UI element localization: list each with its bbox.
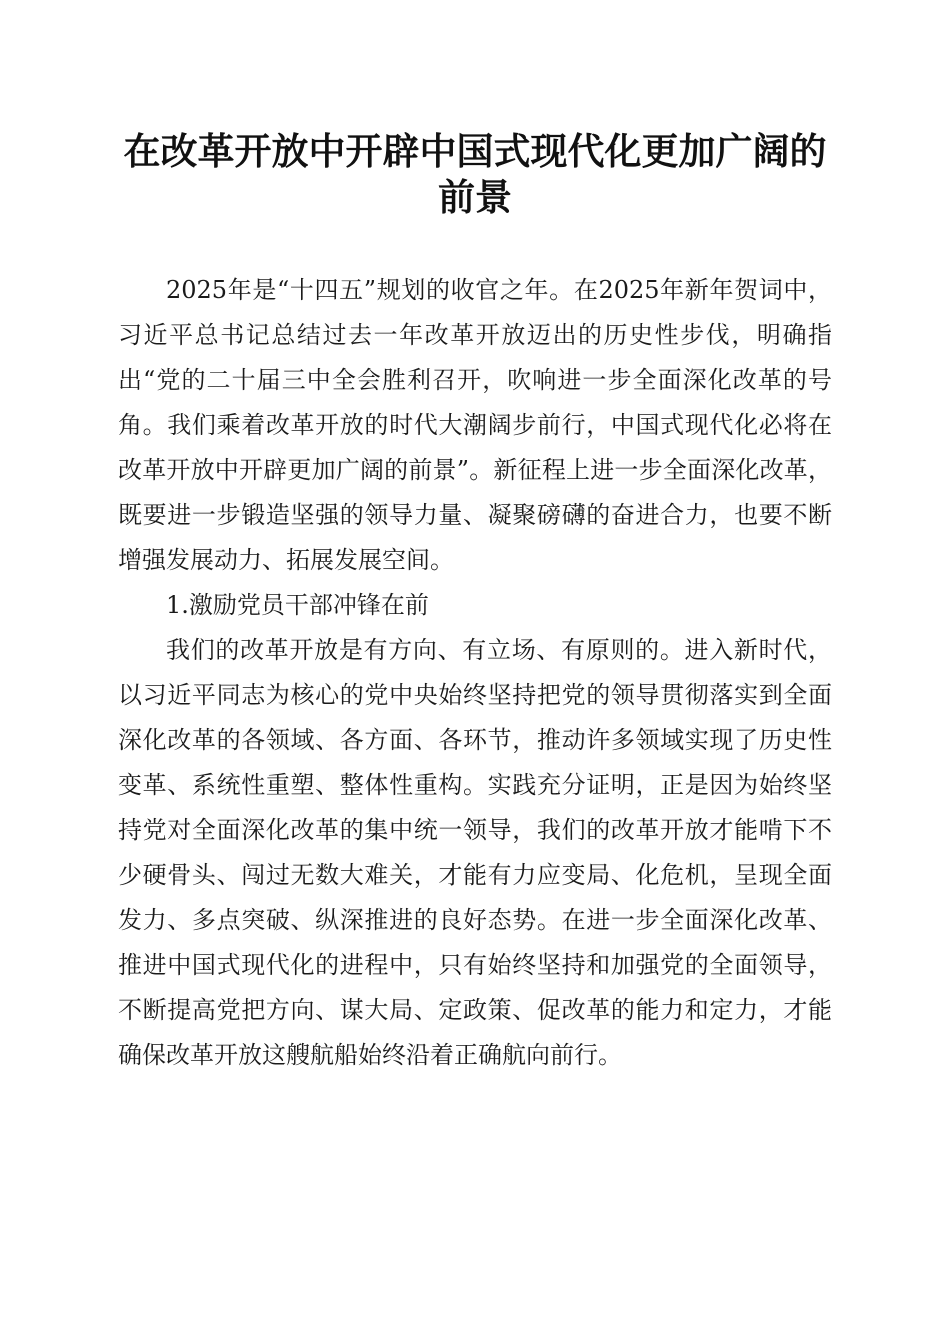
- document-title: 在改革开放中开辟中国式现代化更加广阔的前景: [123, 129, 827, 219]
- section-paragraph: 我们的改革开放是有方向、有立场、有原则的。进入新时代，以习近平同志为核心的党中央始终坚持把党的领导贯彻落实到全面深化改革的各领域、各方面、各环节，推动许多领域实现了历史性变革、系统性重塑、整体性重构。实践充分证明，正是因为始终坚持党对全面深化改革的集中统一领导，我们的改革开放才能啃下不少硬骨头、闯过无数大难关，才能有力应变局、化危机，呈现全面发力、多点突破、纵深推进的良好态势。在进一步全面深化改革、推进中国式现代化的进程中，只有始终坚持和加强党的全面领导，不断提高党把方向、谋大局、定政策、促改革的能力和定力，才能确保改革开放这艘航船始终沿着正确航向前行。: [118, 636, 832, 1069]
- intro-paragraph: 2025年是“十四五”规划的收官之年。在2025年新年贺词中，习近平总书记总结过去一年改革开放迈出的历史性步伐，明确指出“党的二十届三中全会胜利召开，吹响进一步全面深化改革的号角。我们乘着改革开放的时代大潮阔步前行，中国式现代化必将在改革开放中开辟更加广阔的前景”。新征程上进一步全面深化改革，既要进一步锻造坚强的领导力量、凝聚磅礴的奋进合力，也要不断增强发展动力、拓展发展空间。: [118, 276, 832, 574]
- section-heading: 1.激励党员干部冲锋在前: [166, 591, 429, 619]
